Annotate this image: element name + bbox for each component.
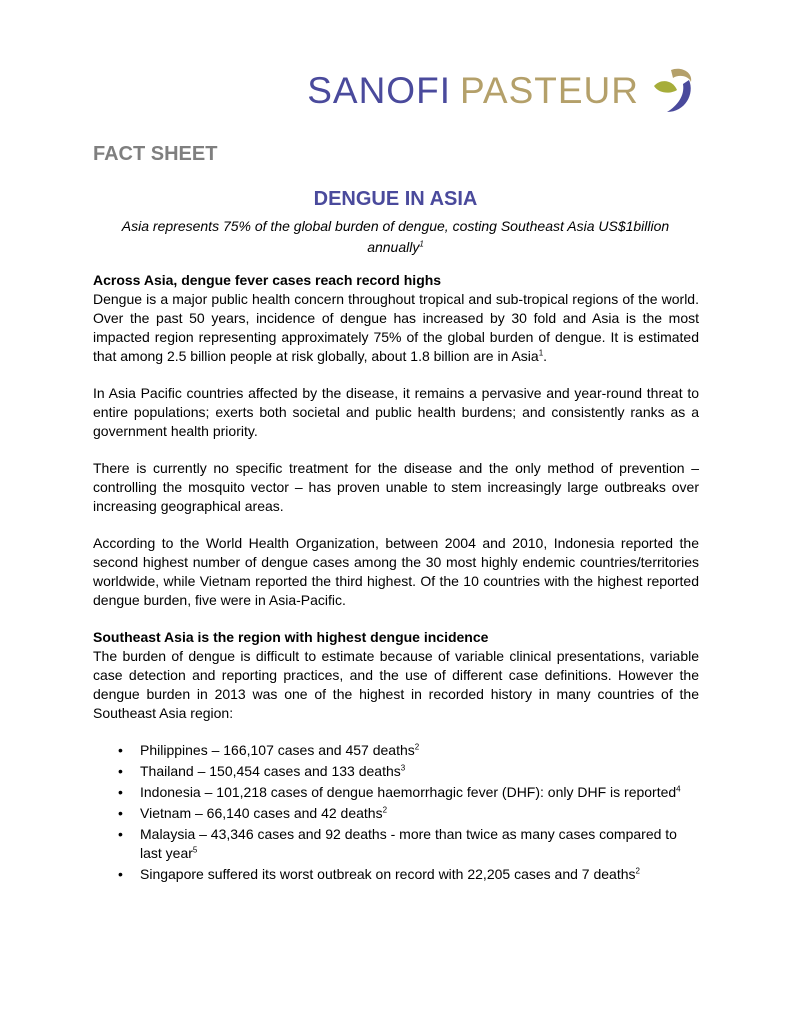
- page-subtitle: [93, 216, 698, 258]
- list-item: [93, 825, 699, 863]
- bullet-icon: •: [118, 866, 123, 882]
- bullet-icon: •: [118, 826, 123, 842]
- section2-paragraph-1: The burden of dengue is difficult to estimate because of variable clinical presentations, variable case detection and reporting practices, and the use of different case definitions. However the dengue burden in 2013 was one of the highest in recorded history in many countries of the Southeast Asia region:: [93, 648, 699, 721]
- footnote-ref: 2: [414, 742, 420, 752]
- logo-swirl-top: [671, 69, 691, 82]
- section1-paragraph-2: In Asia Pacific countries affected by the disease, it remains a pervasive and year-round threat to entire populations; exerts both societal and public health burdens; and consistently ranks as a government health priority.: [93, 385, 699, 439]
- sanofi-swirl-icon: [649, 66, 695, 114]
- list-item: [93, 762, 699, 781]
- bullet-icon: •: [118, 763, 123, 779]
- list-item: [93, 741, 699, 760]
- logo-leaf-shape: [654, 81, 677, 93]
- logo-division: PASTEUR: [459, 69, 639, 111]
- logo-brand: SANOFI: [307, 69, 451, 111]
- bullet-icon: •: [118, 784, 123, 800]
- list-item-text: Philippines – 166,107 cases and 457 deaths: [140, 742, 415, 758]
- section1-paragraph-4: According to the World Health Organization, between 2004 and 2010, Indonesia reported the second highest number of dengue cases among the 30 most highly endemic countries/territories worldwide, while Vietnam reported the third highest. Of the 10 countries with the highest reported dengue burden, five were in Asia-Pacific.: [93, 535, 699, 608]
- section2-heading: Southeast Asia is the region with highest dengue incidence: [93, 629, 489, 645]
- bullet-icon: •: [118, 805, 123, 821]
- section1-paragraph-3: There is currently no specific treatment for the disease and the only method of prevention – controlling the mosquito vector – has proven unable to stem increasingly large outbreaks over increasing geographical areas.: [93, 460, 699, 514]
- list-item-text: Malaysia – 43,346 cases and 92 deaths - more than twice as many cases compared to last year: [140, 826, 677, 861]
- list-item: [93, 804, 699, 823]
- main-content: [93, 271, 699, 886]
- list-item-text: Vietnam – 66,140 cases and 42 deaths: [140, 805, 383, 821]
- list-item: [93, 783, 699, 802]
- footnote-ref: 3: [400, 763, 406, 773]
- list-item-text: Thailand – 150,454 cases and 133 deaths: [140, 763, 401, 779]
- section1-paragraph-1: Dengue is a major public health concern throughout tropical and sub-tropical regions of the world. Over the past 50 years, incidence of dengue has increased by 30 fold and Asia is the most impacted region representing approximately 75% of the global burden of dengue. It is estimated that among 2.5 billion people at risk globally, about 1.8 billion are in Asia$^1$.: [93, 291, 699, 364]
- footnote-ref: 1: [538, 348, 544, 358]
- list-item-text: Indonesia – 101,218 cases of dengue haemorrhagic fever (DHF): only DHF is reported: [140, 784, 677, 800]
- page-title: DENGUE IN ASIA: [313, 188, 478, 210]
- bullet-icon: •: [118, 742, 123, 758]
- subtitle-text: Asia represents 75% of the global burden of dengue, costing Southeast Asia US$1billion annually: [121, 218, 670, 255]
- country-case-list: [93, 741, 699, 884]
- list-item-text: Singapore suffered its worst outbreak on record with 22,205 cases and 7 deaths: [140, 866, 636, 882]
- footnote-ref: 4: [676, 784, 681, 794]
- footnote-ref: 5: [192, 845, 198, 855]
- footnote-ref: 2: [382, 805, 388, 815]
- section1-heading: Across Asia, dengue fever cases reach record highs: [93, 272, 442, 288]
- paragraph-text: Dengue is a major public health concern throughout tropical and sub-tropical regions of the world. Over the past 50 years, incidence of dengue has increased by 30 fold and Asia is the most impacted region representing approximately 75% of the global burden of dengue. It is estimated that among 2.5 billion people at risk globally, about 1.8 billion are in Asia: [93, 291, 699, 364]
- doc-type-label: FACT SHEET: [93, 143, 218, 165]
- subtitle-ref: 1: [419, 239, 424, 249]
- footnote-ref: 2: [635, 866, 640, 876]
- list-item: [93, 865, 699, 884]
- sanofi-pasteur-logo: [307, 66, 695, 114]
